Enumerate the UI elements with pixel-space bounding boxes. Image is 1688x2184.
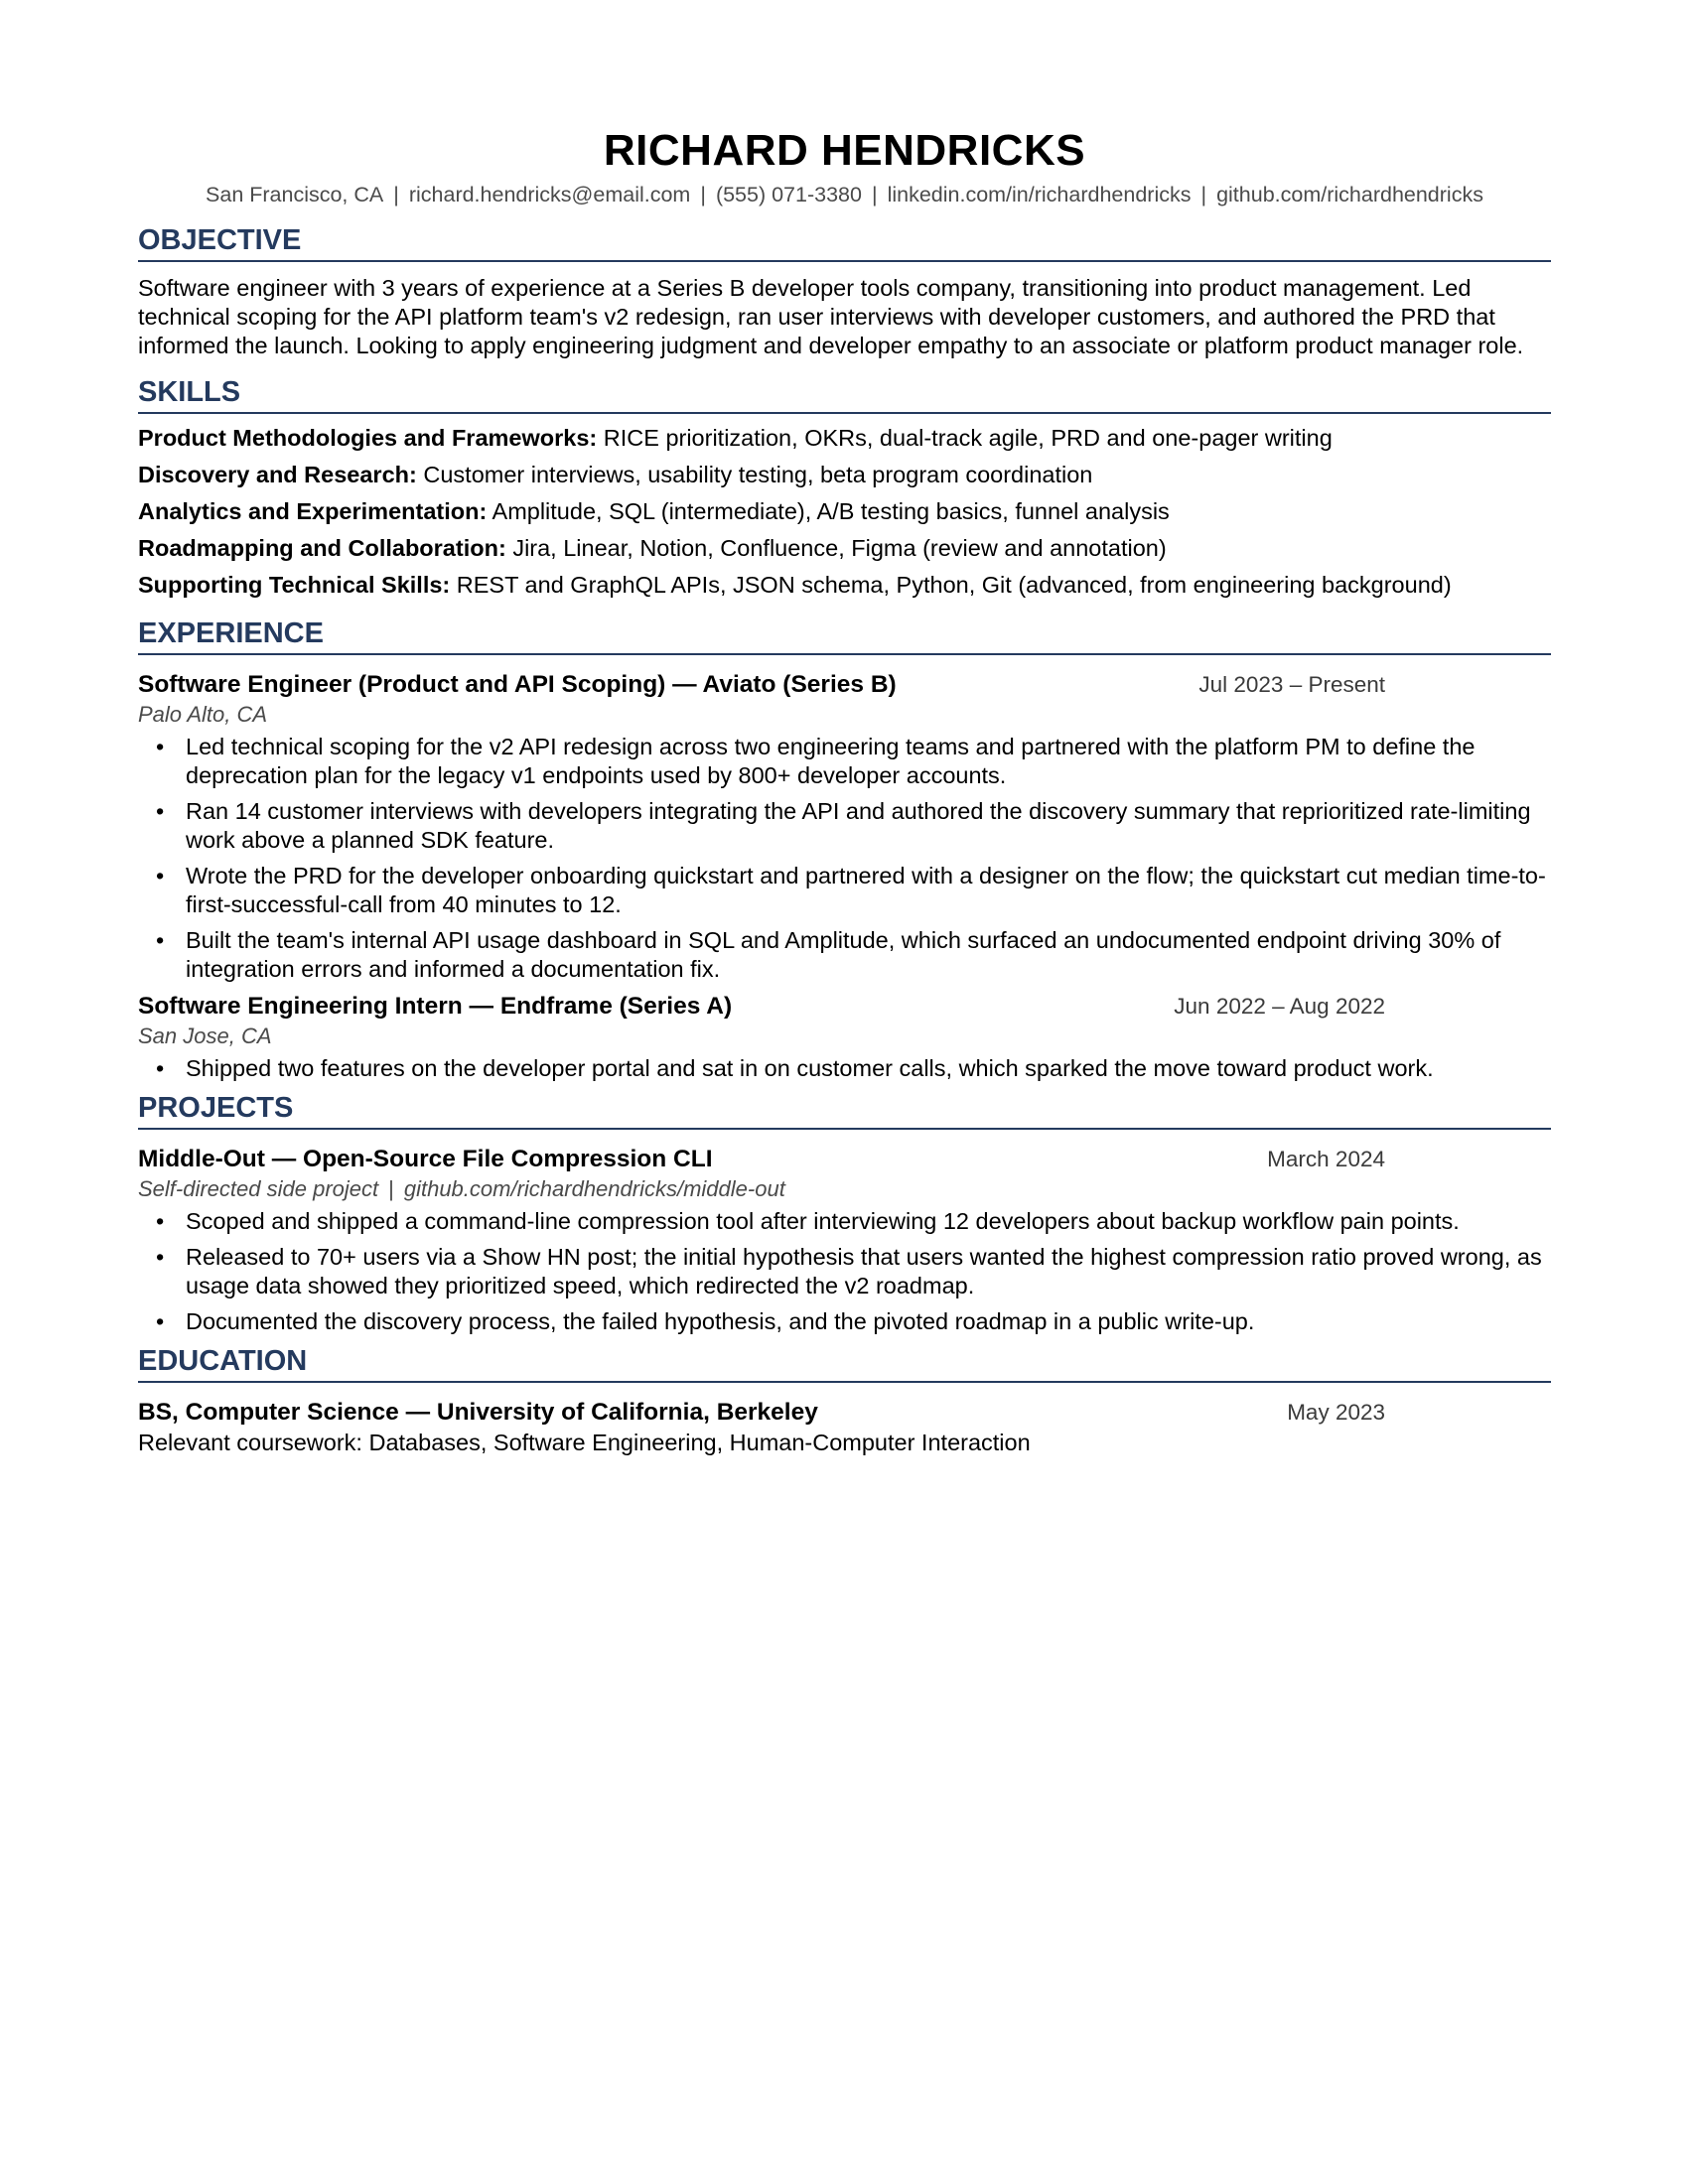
skill-value: Amplitude, SQL (intermediate), A/B testing basics, funnel analysis [492, 498, 1170, 524]
bullet-text: Documented the discovery process, the failed hypothesis, and the pivoted roadmap in a public write-up. [186, 1308, 1255, 1334]
entry-heading [138, 1144, 1551, 1175]
skills-section [138, 374, 1551, 604]
experience-section [138, 615, 1551, 1083]
bullet-list [138, 733, 1551, 984]
bullet-list [138, 1054, 1551, 1083]
resume-page [138, 123, 1551, 1457]
bullet-item [138, 1207, 1551, 1236]
skill-row [138, 530, 1551, 567]
bullet-text: Released to 70+ users via a Show HN post; the initial hypothesis that users wanted the highest compression ratio proved wrong, as usage data showed they prioritized speed, which redirected the v2 roadmap. [186, 1244, 1542, 1298]
bullet-icon: • [156, 734, 165, 759]
bullet-item [138, 862, 1551, 919]
candidate-name: RICHARD HENDRICKS [603, 126, 1086, 175]
bullet-icon: • [156, 1208, 165, 1234]
degree-title: BS, Computer Science — University of California, Berkeley [138, 1399, 818, 1426]
skill-row [138, 567, 1551, 604]
contact-separator: | [1200, 183, 1207, 206]
experience-entry [138, 991, 1551, 1083]
projects-section [138, 1090, 1551, 1336]
contact-email[interactable]: richard.hendricks@email.com [408, 183, 691, 206]
objective-text: Software engineer with 3 years of experience at a Series B developer tools company, transitioning into product management. Led technical scoping for the API platform team's v2 redesign, ran user interviews with developer customers, and authored the PRD that informed the launch. Looking to apply engineering judgment and developer empathy to an associate or platform product manager role. [138, 275, 1524, 358]
contact-location: San Francisco, CA [206, 183, 384, 206]
bullet-text: Ran 14 customer interviews with developers integrating the API and authored the discovery summary that reprioritized rate-limiting work above a planned SDK feature. [186, 798, 1531, 853]
skill-value: Customer interviews, usability testing, beta program coordination [423, 462, 1093, 487]
job-title: Software Engineering Intern — Endframe (Series A) [138, 993, 733, 1020]
bullet-item [138, 797, 1551, 855]
graduation-date: May 2023 [1287, 1400, 1385, 1425]
bullet-icon: • [156, 1244, 165, 1270]
skill-label: Roadmapping and Collaboration: [138, 535, 506, 561]
skill-label: Analytics and Experimentation: [138, 498, 488, 524]
bullet-item [138, 733, 1551, 790]
bullet-item [138, 926, 1551, 984]
skill-value: REST and GraphQL APIs, JSON schema, Python, Git (advanced, from engineering background) [456, 572, 1452, 598]
contact-phone: (555) 071-3380 [715, 183, 862, 206]
section-title-projects: PROJECTS [138, 1090, 1551, 1130]
entry-heading [138, 1397, 1551, 1429]
section-title-education: EDUCATION [138, 1343, 1551, 1383]
coursework: Relevant coursework: Databases, Software Engineering, Human-Computer Interaction [138, 1430, 1031, 1455]
skill-label: Supporting Technical Skills: [138, 572, 451, 598]
subtitle-separator: | [388, 1176, 394, 1201]
bullet-icon: • [156, 863, 165, 888]
section-title-experience: EXPERIENCE [138, 615, 1551, 655]
project-subtitle [138, 1175, 1551, 1203]
contact-separator: | [393, 183, 399, 206]
bullet-list [138, 1207, 1551, 1336]
contact-line [138, 181, 1551, 208]
skill-value: Jira, Linear, Notion, Confluence, Figma (review and annotation) [512, 535, 1167, 561]
section-title-objective: OBJECTIVE [138, 222, 1551, 262]
experience-entry [138, 669, 1551, 984]
skills-list [138, 420, 1551, 604]
bullet-item [138, 1054, 1551, 1083]
project-type: Self-directed side project [138, 1176, 379, 1201]
bullet-text: Led technical scoping for the v2 API redesign across two engineering teams and partnered with the platform PM to define the deprecation plan for the legacy v1 endpoints used by 800+ developer accounts. [186, 734, 1476, 788]
job-title: Software Engineer (Product and API Scoping) — Aviato (Series B) [138, 671, 897, 698]
objective-section [138, 222, 1551, 360]
bullet-text: Built the team's internal API usage dashboard in SQL and Amplitude, which surfaced an undocumented endpoint driving 30% of integration errors and informed a documentation fix. [186, 927, 1501, 982]
bullet-icon: • [156, 927, 165, 953]
skill-row [138, 420, 1551, 457]
bullet-item [138, 1243, 1551, 1300]
education-entry [138, 1397, 1551, 1457]
bullet-text: Shipped two features on the developer portal and sat in on customer calls, which sparked the move toward product work. [186, 1055, 1434, 1081]
project-entry [138, 1144, 1551, 1336]
bullet-item [138, 1307, 1551, 1336]
contact-github[interactable]: github.com/richardhendricks [1216, 183, 1483, 206]
skill-label: Product Methodologies and Frameworks: [138, 425, 598, 451]
job-location: Palo Alto, CA [138, 702, 268, 727]
job-dates: Jul 2023 – Present [1198, 672, 1385, 697]
bullet-text: Wrote the PRD for the developer onboarding quickstart and partnered with a designer on the flow; the quickstart cut median time-to-first-successful-call from 40 minutes to 12. [186, 863, 1546, 917]
skill-row [138, 493, 1551, 530]
project-title: Middle-Out — Open-Source File Compression CLI [138, 1146, 713, 1172]
skill-value: RICE prioritization, OKRs, dual-track agile, PRD and one-pager writing [603, 425, 1333, 451]
project-link[interactable]: github.com/richardhendricks/middle-out [403, 1176, 785, 1201]
bullet-icon: • [156, 1055, 165, 1081]
skill-label: Discovery and Research: [138, 462, 417, 487]
bullet-icon: • [156, 1308, 165, 1334]
entry-heading [138, 669, 1551, 701]
contact-separator: | [871, 183, 878, 206]
bullet-text: Scoped and shipped a command-line compression tool after interviewing 12 developers about backup workflow pain points. [186, 1208, 1460, 1234]
education-section [138, 1343, 1551, 1457]
contact-separator: | [700, 183, 706, 206]
bullet-icon: • [156, 798, 165, 824]
job-dates: Jun 2022 – Aug 2022 [1174, 994, 1385, 1019]
section-title-skills: SKILLS [138, 374, 1551, 414]
job-location: San Jose, CA [138, 1024, 272, 1048]
contact-linkedin[interactable]: linkedin.com/in/richardhendricks [887, 183, 1192, 206]
skill-row [138, 457, 1551, 493]
entry-heading [138, 991, 1551, 1023]
project-date: March 2024 [1267, 1147, 1385, 1171]
